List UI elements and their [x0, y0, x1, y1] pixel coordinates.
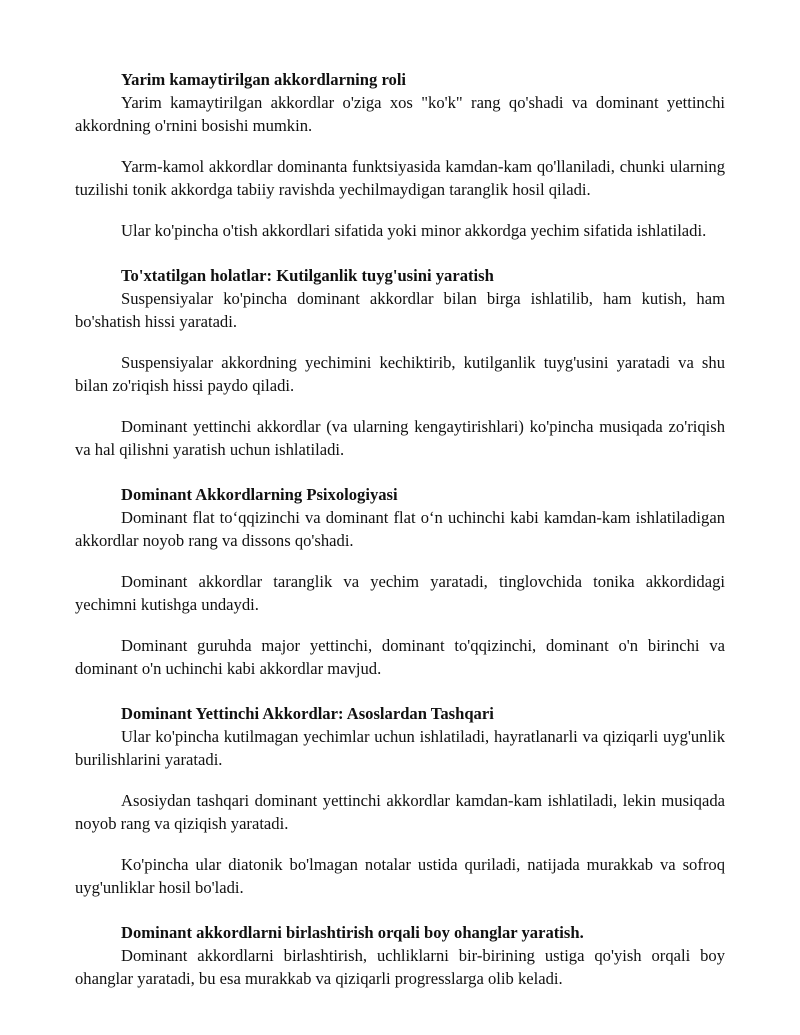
section-heading: Yarim kamaytirilgan akkordlarning roli [121, 70, 407, 89]
section-heading: Dominant Yettinchi Akkordlar: Asoslardan Tashqari [121, 704, 494, 723]
section-heading: Dominant Akkordlarning Psixologiyasi [121, 485, 398, 504]
paragraph: Yarim kamaytirilgan akkordlar o'ziga xos "ko'k" rang qo'shadi va dominant yettinchi akkordning o'rnini bosishi mumkin. [75, 93, 725, 135]
paragraph: Dominant guruhda major yettinchi, dominant to'qqizinchi, dominant o'n birinchi va dominant o'n uchinchi kabi akkordlar mavjud. [75, 636, 725, 678]
paragraph: Asosiydan tashqari dominant yettinchi akkordlar kamdan-kam ishlatiladi, lekin musiqada noyob rang va qiziqish yaratadi. [75, 791, 725, 833]
paragraph: Ular ko'pincha o'tish akkordlari sifatida yoki minor akkordga yechim sifatida ishlatiladi. [121, 221, 707, 240]
section-half-diminished [75, 68, 725, 242]
paragraph: Yarm-kamol akkordlar dominanta funktsiyasida kamdan-kam qo'llaniladi, chunki ularning tuzilishi tonik akkordga tabiiy ravishda yechilmaydigan taranglik hosil qiladi. [75, 157, 725, 199]
section-dominant-psychology [75, 483, 725, 680]
paragraph: Suspensiyalar akkordning yechimini kechiktirib, kutilganlik tuyg'usini yaratadi va shu bilan zo'riqish hissi paydo qiladi. [75, 353, 725, 395]
document-page [75, 68, 725, 1012]
section-heading: Dominant akkordlarni birlashtirish orqali boy ohanglar yaratish. [121, 923, 584, 942]
section-heading: To'xtatilgan holatlar: Kutilganlik tuyg'usini yaratish [121, 266, 494, 285]
paragraph: Suspensiyalar ko'pincha dominant akkordlar bilan birga ishlatilib, ham kutish, ham bo'shatish hissi yaratadi. [75, 289, 725, 331]
paragraph: Dominant akkordlarni birlashtirish, uchliklarni bir-birining ustiga qo'yish orqali boy ohanglar yaratadi, bu esa murakkab va qiziqarli progresslarga olib keladi. [75, 946, 725, 988]
paragraph: Dominant flat to‘qqizinchi va dominant flat o‘n uchinchi kabi kamdan-kam ishlatiladigan akkordlar noyob rang va dissons qo'shadi. [75, 508, 725, 550]
paragraph: Dominant akkordlar taranglik va yechim yaratadi, tinglovchida tonika akkordidagi yechimni kutishga undaydi. [75, 572, 725, 614]
paragraph: Dominant yettinchi akkordlar (va ularning kengaytirishlari) ko'pincha musiqada zo'riqish va hal qilishni yaratish uchun ishlatiladi. [75, 417, 725, 459]
paragraph: Ko'pincha ular diatonik bo'lmagan notalar ustida quriladi, natijada murakkab va sofroq uyg'unliklar hosil bo'ladi. [75, 855, 725, 897]
paragraph: Ular ko'pincha kutilmagan yechimlar uchun ishlatiladi, hayratlanarli va qiziqarli uyg'unlik burilishlarini yaratadi. [75, 727, 725, 769]
section-suspensions [75, 264, 725, 461]
section-dominant-sevenths [75, 702, 725, 899]
section-combining-dominants [75, 921, 725, 990]
